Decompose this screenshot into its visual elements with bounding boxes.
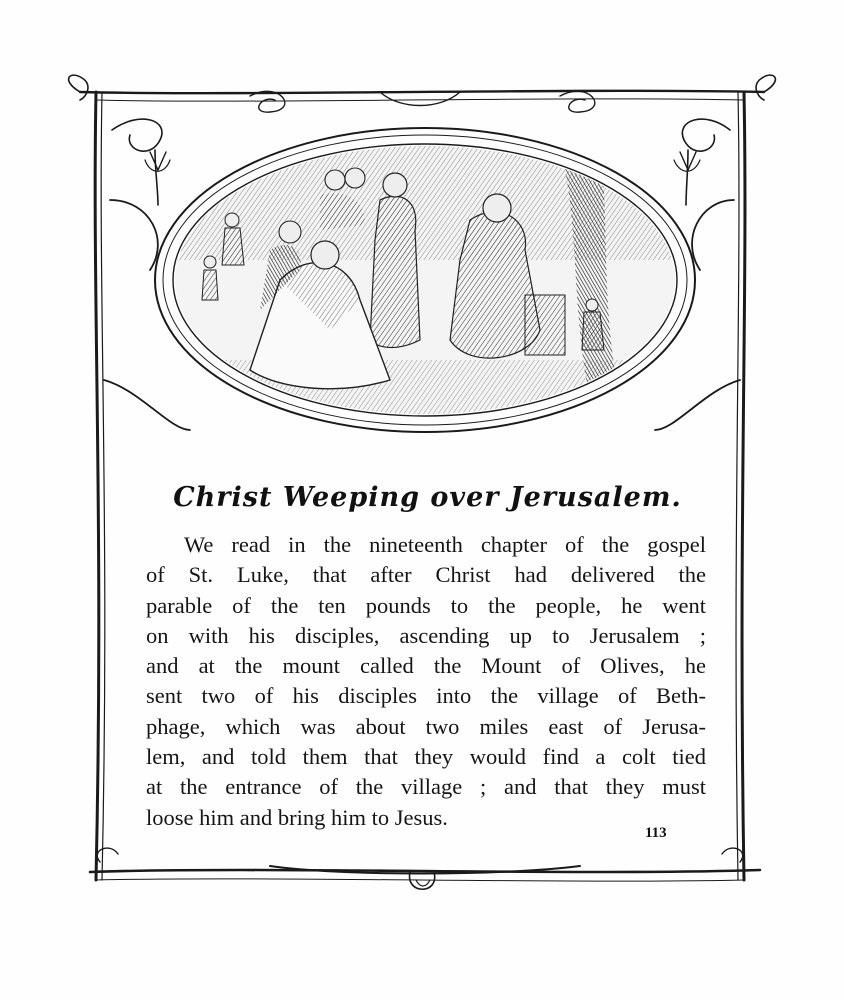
- paragraph-line: at the entrance of the village ; and that they must: [146, 774, 706, 800]
- paragraph-line: loose him and bring him to Jesus.: [146, 804, 448, 830]
- paragraph-line: on with his disciples, ascending up to Jerusalem ;: [146, 622, 706, 648]
- paragraph-line: lem, and told them that they would find a colt tied: [146, 744, 706, 770]
- paragraph-line: phage, which was about two miles east of Jerusa-: [146, 713, 706, 739]
- paragraph-line: We read in the nineteenth chapter of the gospel: [184, 532, 706, 557]
- paragraph-line: of St. Luke, that after Christ had delivered the: [146, 562, 706, 588]
- paragraph-line: sent two of his disciples into the village of Beth-: [146, 683, 706, 709]
- page-title: Christ Weeping over Jerusalem.: [173, 482, 682, 513]
- paragraph-line: and at the mount called the Mount of Olives, he: [146, 653, 706, 679]
- page-number: 113: [645, 825, 667, 841]
- paragraph-line: parable of the ten pounds to the people, he went: [146, 592, 706, 618]
- body-paragraph: [146, 530, 706, 833]
- engraving-illustration: [170, 140, 680, 420]
